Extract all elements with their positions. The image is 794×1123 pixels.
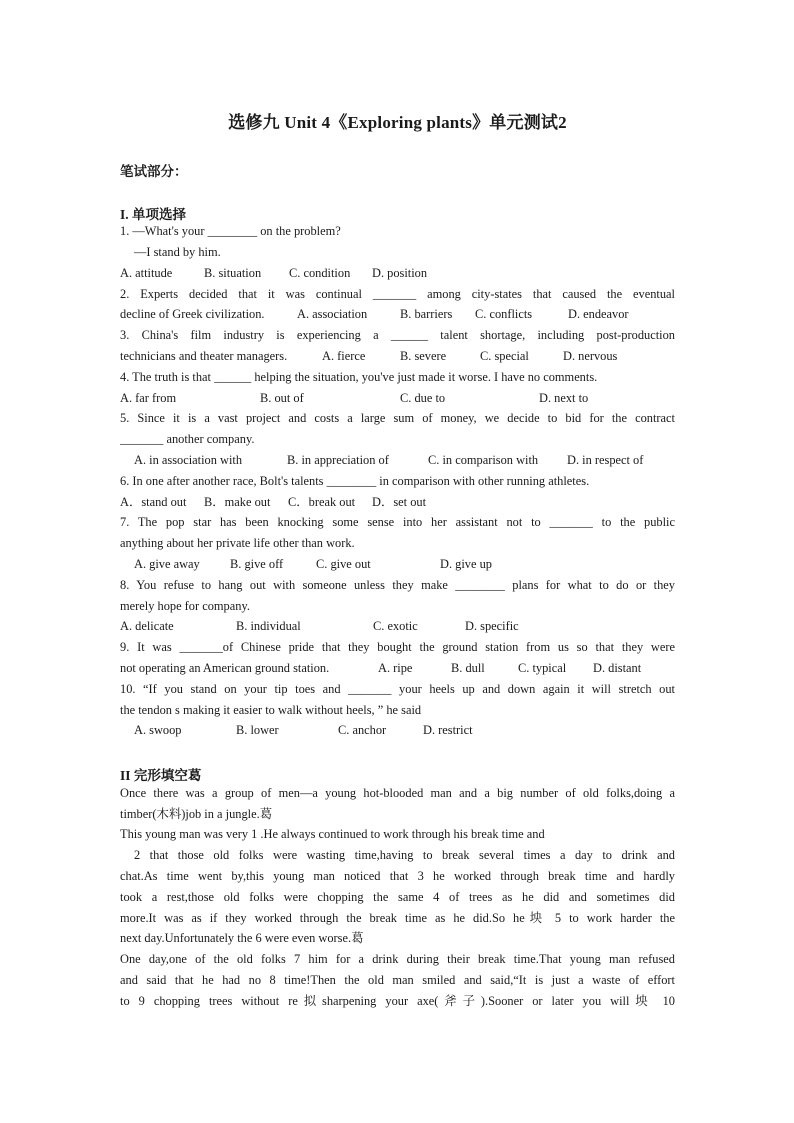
option: A. association bbox=[297, 307, 368, 321]
question-10-options bbox=[134, 722, 689, 738]
cloze-line: Once there was a group of men—a young hot-blooded man and a big number of old folks,doing a bbox=[120, 786, 675, 800]
question-8-stem-cont: merely hope for company. bbox=[120, 599, 250, 613]
option: C. conflicts bbox=[475, 307, 533, 321]
question-2-options bbox=[120, 306, 675, 322]
option: A．stand out bbox=[120, 495, 187, 509]
option: B. situation bbox=[204, 266, 262, 280]
cloze-line: This young man was very 1 .He always continued to work through his break time and bbox=[120, 827, 545, 841]
question-5-stem: 5. Since it is a vast project and costs a large sum of money, we decide to bid for the contract bbox=[120, 411, 675, 425]
question-5-options bbox=[134, 452, 689, 468]
question-5-stem-cont: _______ another company. bbox=[120, 432, 255, 446]
question-9-stem: 9. It was _______of Chinese pride that they bought the ground station from us so that they were bbox=[120, 640, 675, 654]
written-label: 笔试部分： bbox=[120, 164, 188, 179]
cloze-line: timber(木料)job in a jungle.葛 bbox=[120, 807, 273, 821]
question-3-options bbox=[120, 348, 675, 364]
option: B. severe bbox=[400, 349, 447, 363]
question-4-stem: 4. The truth is that ______ helping the situation, you've just made it worse. I have no comments. bbox=[120, 370, 598, 384]
option: D．set out bbox=[372, 495, 427, 509]
option: A. delicate bbox=[120, 619, 174, 633]
question-1-stem: 1. —What's your ________ on the problem? bbox=[120, 224, 341, 238]
option: C. condition bbox=[289, 266, 351, 280]
option: A. in association with bbox=[134, 453, 243, 467]
option: C. due to bbox=[400, 391, 446, 405]
option: A. fierce bbox=[322, 349, 366, 363]
question-1-response: —I stand by him. bbox=[134, 245, 221, 259]
question-2-stem: 2. Experts decided that it was continual _______ among city-states that caused the eventual bbox=[120, 287, 675, 301]
option: D. specific bbox=[465, 619, 519, 633]
question-9-options bbox=[120, 660, 675, 676]
option: A. swoop bbox=[134, 723, 182, 737]
question-9-stem-cont: not operating an American ground station. bbox=[120, 661, 330, 675]
option: B. individual bbox=[236, 619, 301, 633]
option: B. give off bbox=[230, 557, 284, 571]
option: A. ripe bbox=[378, 661, 413, 675]
option: B. in appreciation of bbox=[287, 453, 389, 467]
section-single-choice-heading: I. 单项选择 bbox=[120, 207, 187, 222]
option: C. in comparison with bbox=[428, 453, 539, 467]
option: B. barriers bbox=[400, 307, 453, 321]
cloze-line: next day.Unfortunately the 6 were even worse.葛 bbox=[120, 931, 364, 945]
option: C. typical bbox=[518, 661, 567, 675]
question-10-stem: 10. “If you stand on your tip toes and _______ your heels up and down again it will stretch out bbox=[120, 682, 675, 696]
cloze-line: and said that he had no 8 time!Then the old man smiled and said,“It is just a waste of effort bbox=[120, 973, 675, 987]
question-4-options bbox=[120, 390, 675, 406]
option: D. endeavor bbox=[568, 307, 629, 321]
option: B. dull bbox=[451, 661, 485, 675]
option: C．break out bbox=[288, 495, 356, 509]
option: C. give out bbox=[316, 557, 371, 571]
question-6-options bbox=[120, 494, 675, 510]
option: C. exotic bbox=[373, 619, 418, 633]
question-8-options bbox=[120, 618, 675, 634]
question-7-stem: 7. The pop star has been knocking some sense into her assistant not to _______ to the public bbox=[120, 515, 675, 529]
question-3-stem: 3. China's film industry is experiencing a ______ talent shortage, including post-production bbox=[120, 328, 675, 342]
cloze-line: One day,one of the old folks 7 him for a drink during their break time.That young man refused bbox=[120, 952, 675, 966]
cloze-line: to 9 chopping trees without re拟sharpening your axe(斧子).Sooner or later you will坱 10 bbox=[120, 994, 675, 1008]
question-7-stem-cont: anything about her private life other than work. bbox=[120, 536, 355, 550]
option: D. restrict bbox=[423, 723, 473, 737]
page-title: 选修九 Unit 4《Exploring plants》单元测试2 bbox=[228, 113, 567, 132]
option: D. position bbox=[372, 266, 428, 280]
option: B．make out bbox=[204, 495, 271, 509]
question-10-stem-cont: the tendon s making it easier to walk without heels, ” he said bbox=[120, 703, 422, 717]
option: B. lower bbox=[236, 723, 279, 737]
section-cloze-heading: II 完形填空葛 bbox=[120, 768, 202, 783]
option: D. give up bbox=[440, 557, 492, 571]
option: C. special bbox=[480, 349, 529, 363]
question-1-options bbox=[120, 265, 675, 281]
option: A. give away bbox=[134, 557, 200, 571]
option: D. next to bbox=[539, 391, 589, 405]
question-6-stem: 6. In one after another race, Bolt's talents ________ in comparison with other running athletes. bbox=[120, 474, 590, 488]
option: A. far from bbox=[120, 391, 177, 405]
question-8-stem: 8. You refuse to hang out with someone unless they make ________ plans for what to do or they bbox=[120, 578, 675, 592]
option: B. out of bbox=[260, 391, 304, 405]
option: D. distant bbox=[593, 661, 642, 675]
question-2-stem-cont: decline of Greek civilization. bbox=[120, 307, 265, 321]
option: A. attitude bbox=[120, 266, 173, 280]
question-3-stem-cont: technicians and theater managers. bbox=[120, 349, 288, 363]
option: D. in respect of bbox=[567, 453, 644, 467]
cloze-line: chat.As time went by,this young man noticed that 3 he worked through break time and hardly bbox=[120, 869, 675, 883]
option: C. anchor bbox=[338, 723, 387, 737]
cloze-line: more.It was as if they worked through the break time as he did.So he坱 5 to work harder the bbox=[120, 911, 675, 925]
cloze-line: 2 that those old folks were wasting time,having to break several times a day to drink and bbox=[134, 848, 675, 862]
question-7-options bbox=[134, 556, 689, 572]
cloze-line: took a rest,those old folks were chopping the same 4 of trees as he did and sometimes did bbox=[120, 890, 675, 904]
option: D. nervous bbox=[563, 349, 618, 363]
